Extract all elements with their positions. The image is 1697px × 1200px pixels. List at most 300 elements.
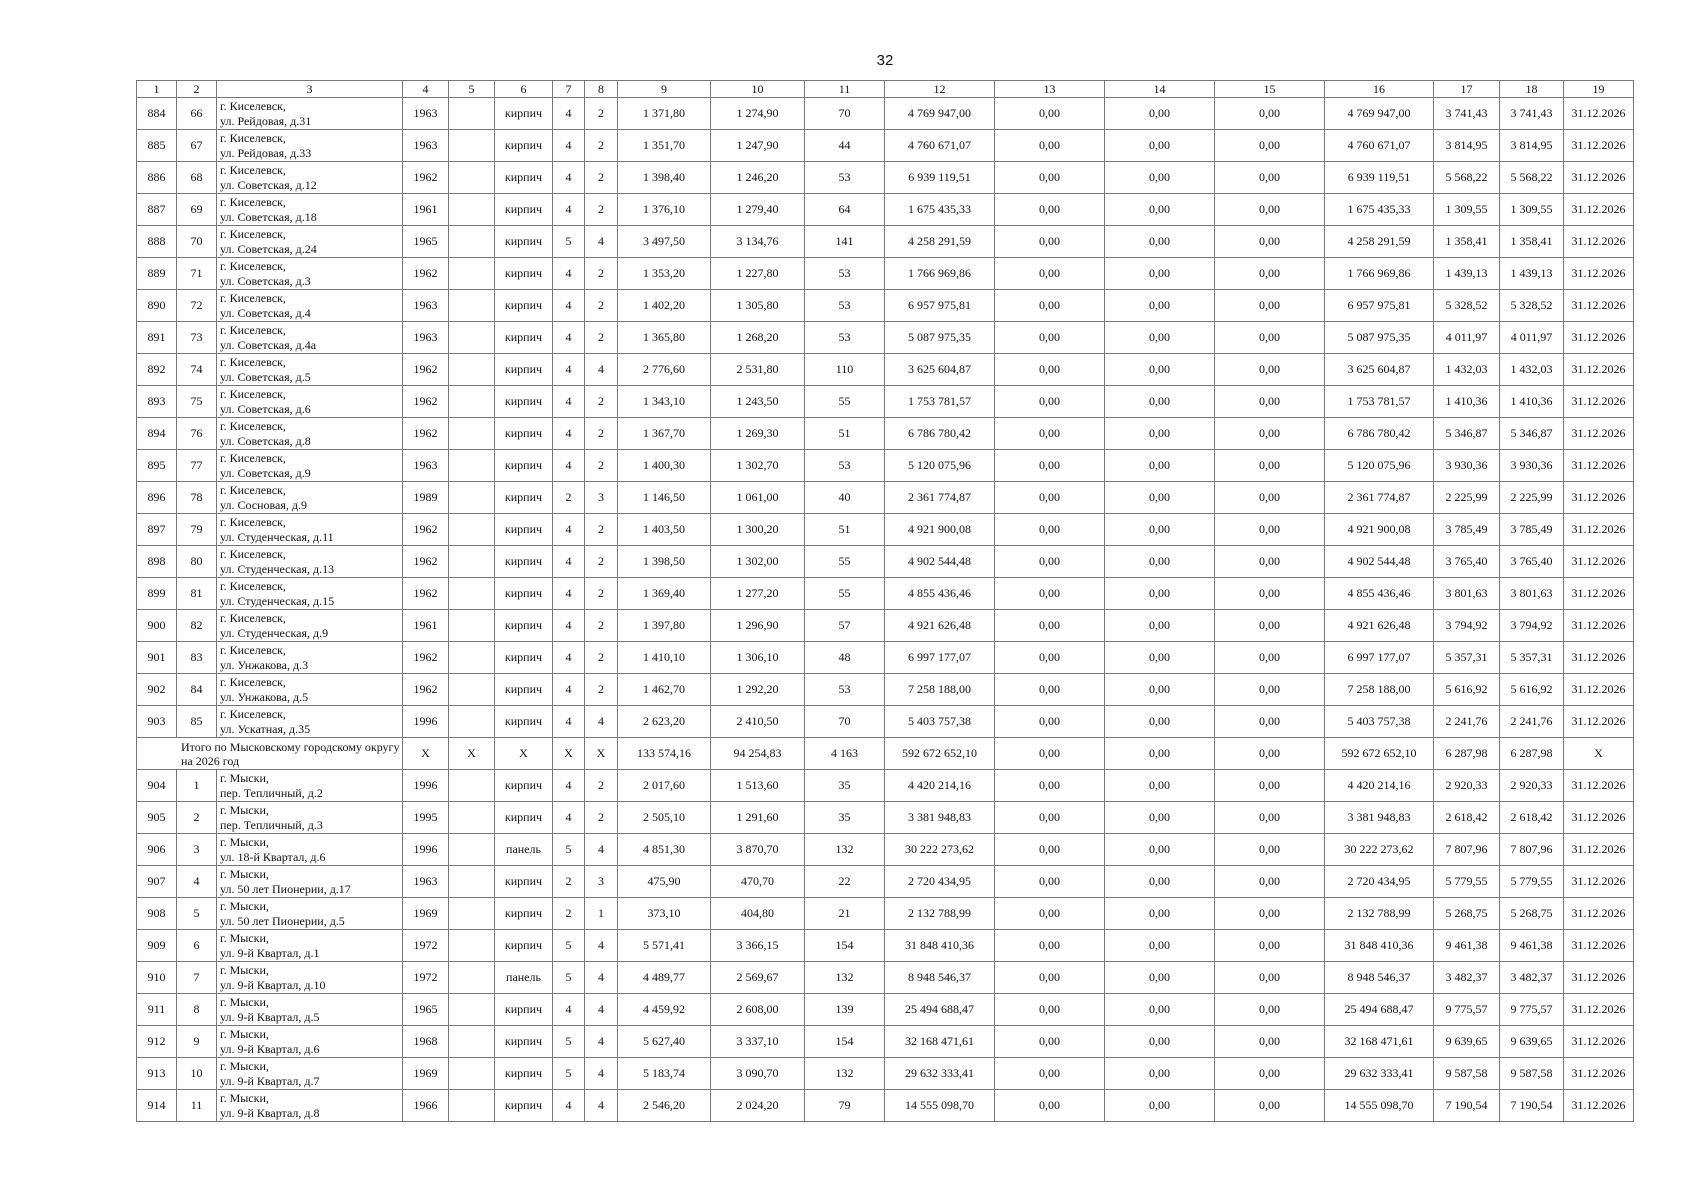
total-area: 1 146,50 xyxy=(618,482,711,514)
column-header-8: 8 xyxy=(585,81,618,98)
entrances: 4 xyxy=(585,1026,618,1058)
address-city: г. Мыски, xyxy=(220,866,269,881)
address-street: ул. 9-й Квартал, д.6 xyxy=(220,1041,320,1056)
max-unit-cost: 5 328,52 xyxy=(1500,290,1564,322)
cost-budget: 0,00 xyxy=(1105,546,1215,578)
cost-fund: 0,00 xyxy=(995,930,1105,962)
wall-material: кирпич xyxy=(495,930,553,962)
local-number: 5 xyxy=(177,898,217,930)
address-city: г. Мыски, xyxy=(220,770,269,785)
cost-fund: 0,00 xyxy=(995,546,1105,578)
wall-material: кирпич xyxy=(495,514,553,546)
residents: 51 xyxy=(805,418,885,450)
wall-material: кирпич xyxy=(495,1058,553,1090)
max-unit-cost: 5 346,87 xyxy=(1500,418,1564,450)
col-5 xyxy=(449,354,495,386)
total-cost: 2 720 434,95 xyxy=(885,866,995,898)
residents: 110 xyxy=(805,354,885,386)
total-cost: 4 902 544,48 xyxy=(885,546,995,578)
address-street: ул. Советская, д.24 xyxy=(220,241,317,256)
col-5 xyxy=(449,1026,495,1058)
table-row xyxy=(137,642,1634,674)
table-row xyxy=(137,770,1634,802)
address-street: ул. Унжакова, д.3 xyxy=(220,657,309,672)
total-area: 1 403,50 xyxy=(618,514,711,546)
col-5 xyxy=(449,930,495,962)
row-number: 897 xyxy=(137,514,177,546)
total-area: 1 397,80 xyxy=(618,610,711,642)
floors: 4 xyxy=(553,354,585,386)
table-row xyxy=(137,290,1634,322)
unit-cost: 2 618,42 xyxy=(1434,802,1500,834)
floors: 4 xyxy=(553,642,585,674)
unit-cost: 2 225,99 xyxy=(1434,482,1500,514)
address xyxy=(217,834,403,866)
row-number: 885 xyxy=(137,130,177,162)
address-city: г. Киселевск, xyxy=(220,130,286,145)
address-street: ул. Ускатная, д.35 xyxy=(220,721,311,736)
living-area: 2 569,67 xyxy=(711,962,805,994)
build-year: 1969 xyxy=(403,1058,449,1090)
address-city: г. Мыски, xyxy=(220,802,269,817)
cost-budget: 0,00 xyxy=(1105,1026,1215,1058)
residents: 22 xyxy=(805,866,885,898)
cost-fund: 0,00 xyxy=(995,322,1105,354)
cost-budget: 0,00 xyxy=(1105,578,1215,610)
cost-budget: 0,00 xyxy=(1105,354,1215,386)
unit-cost: 9 775,57 xyxy=(1434,994,1500,1026)
total-col-5: X xyxy=(449,738,495,770)
address xyxy=(217,802,403,834)
total-cost: 1 675 435,33 xyxy=(885,194,995,226)
total-cost: 32 168 471,61 xyxy=(885,1026,995,1058)
cost-other: 0,00 xyxy=(1215,418,1325,450)
cost-fund: 0,00 xyxy=(995,706,1105,738)
max-unit-cost: 2 241,76 xyxy=(1500,706,1564,738)
completion-date: 31.12.2026 xyxy=(1564,898,1634,930)
total-completion-date: X xyxy=(1564,738,1634,770)
address-street: пер. Тепличный, д.3 xyxy=(220,817,323,832)
address-city: г. Киселевск, xyxy=(220,546,286,561)
total-cost: 8 948 546,37 xyxy=(885,962,995,994)
cost-other: 0,00 xyxy=(1215,994,1325,1026)
col-5 xyxy=(449,514,495,546)
residents: 154 xyxy=(805,930,885,962)
wall-material: кирпич xyxy=(495,482,553,514)
cost-fund: 0,00 xyxy=(995,98,1105,130)
completion-date: 31.12.2026 xyxy=(1564,130,1634,162)
completion-date: 31.12.2026 xyxy=(1564,386,1634,418)
max-unit-cost: 3 785,49 xyxy=(1500,514,1564,546)
floors: 4 xyxy=(553,386,585,418)
address-city: г. Мыски, xyxy=(220,834,269,849)
cost-other: 0,00 xyxy=(1215,866,1325,898)
table-row xyxy=(137,546,1634,578)
local-number: 10 xyxy=(177,1058,217,1090)
cost-other: 0,00 xyxy=(1215,482,1325,514)
floors: 4 xyxy=(553,802,585,834)
total-area: 5 627,40 xyxy=(618,1026,711,1058)
table-row xyxy=(137,354,1634,386)
completion-date: 31.12.2026 xyxy=(1564,802,1634,834)
row-number: 891 xyxy=(137,322,177,354)
local-number: 80 xyxy=(177,546,217,578)
cost-other: 0,00 xyxy=(1215,386,1325,418)
max-unit-cost: 7 807,96 xyxy=(1500,834,1564,866)
entrances: 2 xyxy=(585,770,618,802)
completion-date: 31.12.2026 xyxy=(1564,930,1634,962)
unit-cost: 2 241,76 xyxy=(1434,706,1500,738)
cost-fund: 0,00 xyxy=(995,610,1105,642)
cost-budget: 0,00 xyxy=(1105,98,1215,130)
address xyxy=(217,482,403,514)
floors: 5 xyxy=(553,226,585,258)
cost-fund: 0,00 xyxy=(995,578,1105,610)
local-number: 1 xyxy=(177,770,217,802)
total-unit-cost: 6 287,98 xyxy=(1434,738,1500,770)
total-area: 1 371,80 xyxy=(618,98,711,130)
col-5 xyxy=(449,290,495,322)
total-cost: 2 132 788,99 xyxy=(885,898,995,930)
completion-date: 31.12.2026 xyxy=(1564,770,1634,802)
completion-date: 31.12.2026 xyxy=(1564,514,1634,546)
address-city: г. Киселевск, xyxy=(220,258,286,273)
column-header-19: 19 xyxy=(1564,81,1634,98)
col-5 xyxy=(449,770,495,802)
living-area: 1 268,20 xyxy=(711,322,805,354)
wall-material: кирпич xyxy=(495,258,553,290)
build-year: 1966 xyxy=(403,1090,449,1122)
cost-owners: 4 855 436,46 xyxy=(1325,578,1434,610)
table-row xyxy=(137,322,1634,354)
residents: 55 xyxy=(805,386,885,418)
col-5 xyxy=(449,98,495,130)
max-unit-cost: 5 268,75 xyxy=(1500,898,1564,930)
table-row xyxy=(137,1026,1634,1058)
address-street: ул. 9-й Квартал, д.10 xyxy=(220,977,326,992)
residents: 70 xyxy=(805,98,885,130)
local-number: 82 xyxy=(177,610,217,642)
address-city: г. Киселевск, xyxy=(220,482,286,497)
cost-fund: 0,00 xyxy=(995,898,1105,930)
cost-fund: 0,00 xyxy=(995,226,1105,258)
col-5 xyxy=(449,834,495,866)
max-unit-cost: 7 190,54 xyxy=(1500,1090,1564,1122)
residents: 57 xyxy=(805,610,885,642)
build-year: 1963 xyxy=(403,130,449,162)
max-unit-cost: 1 439,13 xyxy=(1500,258,1564,290)
total-area: 1 343,10 xyxy=(618,386,711,418)
address-street: ул. Унжакова, д.5 xyxy=(220,689,309,704)
cost-owners: 2 361 774,87 xyxy=(1325,482,1434,514)
row-number: 884 xyxy=(137,98,177,130)
address-street: ул. 9-й Квартал, д.5 xyxy=(220,1009,320,1024)
residents: 139 xyxy=(805,994,885,1026)
address xyxy=(217,258,403,290)
total-area: 1 398,40 xyxy=(618,162,711,194)
column-header-12: 12 xyxy=(885,81,995,98)
row-number: 892 xyxy=(137,354,177,386)
row-number: 904 xyxy=(137,770,177,802)
address-city: г. Киселевск, xyxy=(220,226,286,241)
local-number: 71 xyxy=(177,258,217,290)
address-street: ул. Студенческая, д.9 xyxy=(220,625,329,640)
cost-other: 0,00 xyxy=(1215,514,1325,546)
total-cost: 4 921 626,48 xyxy=(885,610,995,642)
build-year: 1963 xyxy=(403,450,449,482)
floors: 4 xyxy=(553,130,585,162)
max-unit-cost: 9 587,58 xyxy=(1500,1058,1564,1090)
unit-cost: 4 011,97 xyxy=(1434,322,1500,354)
cost-owners: 4 902 544,48 xyxy=(1325,546,1434,578)
build-year: 1965 xyxy=(403,994,449,1026)
cost-fund: 0,00 xyxy=(995,642,1105,674)
cost-other: 0,00 xyxy=(1215,674,1325,706)
completion-date: 31.12.2026 xyxy=(1564,578,1634,610)
completion-date: 31.12.2026 xyxy=(1564,1090,1634,1122)
floors: 5 xyxy=(553,834,585,866)
entrances: 2 xyxy=(585,546,618,578)
cost-budget: 0,00 xyxy=(1105,514,1215,546)
table-row xyxy=(137,514,1634,546)
total-cost: 6 939 119,51 xyxy=(885,162,995,194)
total-cost: 30 222 273,62 xyxy=(885,834,995,866)
address xyxy=(217,546,403,578)
completion-date: 31.12.2026 xyxy=(1564,290,1634,322)
cost-budget: 0,00 xyxy=(1105,834,1215,866)
unit-cost: 9 587,58 xyxy=(1434,1058,1500,1090)
wall-material: кирпич xyxy=(495,226,553,258)
col-5 xyxy=(449,866,495,898)
cost-budget: 0,00 xyxy=(1105,450,1215,482)
table-body xyxy=(137,81,1634,1122)
entrances: 2 xyxy=(585,450,618,482)
total-residents: 4 163 xyxy=(805,738,885,770)
cost-other: 0,00 xyxy=(1215,258,1325,290)
total-cost: 7 258 188,00 xyxy=(885,674,995,706)
wall-material: панель xyxy=(495,962,553,994)
completion-date: 31.12.2026 xyxy=(1564,194,1634,226)
max-unit-cost: 1 309,55 xyxy=(1500,194,1564,226)
cost-fund: 0,00 xyxy=(995,770,1105,802)
total-area: 1 365,80 xyxy=(618,322,711,354)
table-row xyxy=(137,226,1634,258)
build-year: 1962 xyxy=(403,386,449,418)
total-area: 2 505,10 xyxy=(618,802,711,834)
residents: 55 xyxy=(805,546,885,578)
cost-owners: 5 120 075,96 xyxy=(1325,450,1434,482)
total-area: 1 353,20 xyxy=(618,258,711,290)
floors: 4 xyxy=(553,578,585,610)
cost-owners: 1 766 969,86 xyxy=(1325,258,1434,290)
residents: 35 xyxy=(805,802,885,834)
total-floors: X xyxy=(553,738,585,770)
cost-fund: 0,00 xyxy=(995,962,1105,994)
entrances: 2 xyxy=(585,162,618,194)
address xyxy=(217,1058,403,1090)
unit-cost: 3 801,63 xyxy=(1434,578,1500,610)
total-cost: 5 120 075,96 xyxy=(885,450,995,482)
residents: 70 xyxy=(805,706,885,738)
build-year: 1972 xyxy=(403,962,449,994)
total-area: 1 410,10 xyxy=(618,642,711,674)
build-year: 1972 xyxy=(403,930,449,962)
cost-other: 0,00 xyxy=(1215,98,1325,130)
wall-material: кирпич xyxy=(495,450,553,482)
total-cost: 5 087 975,35 xyxy=(885,322,995,354)
total-area: 3 497,50 xyxy=(618,226,711,258)
address-city: г. Киселевск, xyxy=(220,706,286,721)
address xyxy=(217,290,403,322)
col-5 xyxy=(449,1058,495,1090)
cost-budget: 0,00 xyxy=(1105,194,1215,226)
living-area: 3 366,15 xyxy=(711,930,805,962)
completion-date: 31.12.2026 xyxy=(1564,994,1634,1026)
cost-owners: 4 760 671,07 xyxy=(1325,130,1434,162)
column-header-13: 13 xyxy=(995,81,1105,98)
address-street: ул. Рейдовая, д.33 xyxy=(220,145,312,160)
unit-cost: 5 568,22 xyxy=(1434,162,1500,194)
unit-cost: 3 794,92 xyxy=(1434,610,1500,642)
local-number: 85 xyxy=(177,706,217,738)
local-number: 79 xyxy=(177,514,217,546)
address-city: г. Мыски, xyxy=(220,1058,269,1073)
cost-fund: 0,00 xyxy=(995,258,1105,290)
total-living-area: 94 254,83 xyxy=(711,738,805,770)
table-row xyxy=(137,1090,1634,1122)
row-number: 913 xyxy=(137,1058,177,1090)
total-cost: 31 848 410,36 xyxy=(885,930,995,962)
table-row xyxy=(137,418,1634,450)
unit-cost: 3 482,37 xyxy=(1434,962,1500,994)
cost-other: 0,00 xyxy=(1215,770,1325,802)
address-city: г. Киселевск, xyxy=(220,354,286,369)
address xyxy=(217,642,403,674)
cost-budget: 0,00 xyxy=(1105,610,1215,642)
wall-material: панель xyxy=(495,834,553,866)
table-row xyxy=(137,98,1634,130)
total-area: 4 489,77 xyxy=(618,962,711,994)
floors: 4 xyxy=(553,162,585,194)
row-number: 908 xyxy=(137,898,177,930)
build-year: 1961 xyxy=(403,610,449,642)
total-cost-other: 0,00 xyxy=(1215,738,1325,770)
col-5 xyxy=(449,322,495,354)
total-row xyxy=(137,738,1634,770)
cost-other: 0,00 xyxy=(1215,226,1325,258)
build-year: 1996 xyxy=(403,770,449,802)
address-street: ул. Студенческая, д.13 xyxy=(220,561,335,576)
col-5 xyxy=(449,194,495,226)
col-5 xyxy=(449,162,495,194)
cost-owners: 1 675 435,33 xyxy=(1325,194,1434,226)
build-year: 1962 xyxy=(403,578,449,610)
build-year: 1963 xyxy=(403,866,449,898)
build-year: 1996 xyxy=(403,834,449,866)
total-cost: 3 381 948,83 xyxy=(885,802,995,834)
cost-fund: 0,00 xyxy=(995,194,1105,226)
total-total-cost: 592 672 652,10 xyxy=(885,738,995,770)
max-unit-cost: 3 765,40 xyxy=(1500,546,1564,578)
total-cost: 1 753 781,57 xyxy=(885,386,995,418)
completion-date: 31.12.2026 xyxy=(1564,450,1634,482)
local-number: 9 xyxy=(177,1026,217,1058)
local-number: 6 xyxy=(177,930,217,962)
cost-other: 0,00 xyxy=(1215,354,1325,386)
address-street: ул. Рейдовая, д.31 xyxy=(220,113,312,128)
address-city: г. Киселевск, xyxy=(220,290,286,305)
address xyxy=(217,130,403,162)
total-cost-fund: 0,00 xyxy=(995,738,1105,770)
residents: 55 xyxy=(805,578,885,610)
local-number: 66 xyxy=(177,98,217,130)
build-year: 1962 xyxy=(403,642,449,674)
build-year: 1962 xyxy=(403,258,449,290)
local-number: 77 xyxy=(177,450,217,482)
entrances: 2 xyxy=(585,98,618,130)
cost-owners: 2 720 434,95 xyxy=(1325,866,1434,898)
address-city: г. Киселевск, xyxy=(220,162,286,177)
row-number: 903 xyxy=(137,706,177,738)
row-number: 886 xyxy=(137,162,177,194)
local-number: 73 xyxy=(177,322,217,354)
living-area: 2 410,50 xyxy=(711,706,805,738)
living-area: 1 300,20 xyxy=(711,514,805,546)
max-unit-cost: 3 794,92 xyxy=(1500,610,1564,642)
unit-cost: 3 741,43 xyxy=(1434,98,1500,130)
build-year: 1963 xyxy=(403,290,449,322)
total-cost-budget: 0,00 xyxy=(1105,738,1215,770)
column-header-14: 14 xyxy=(1105,81,1215,98)
living-area: 470,70 xyxy=(711,866,805,898)
col-5 xyxy=(449,610,495,642)
residents: 44 xyxy=(805,130,885,162)
table-row xyxy=(137,482,1634,514)
address xyxy=(217,354,403,386)
wall-material: кирпич xyxy=(495,770,553,802)
table-row xyxy=(137,450,1634,482)
address-city: г. Киселевск, xyxy=(220,322,286,337)
table-row xyxy=(137,610,1634,642)
table-row xyxy=(137,898,1634,930)
residents: 53 xyxy=(805,290,885,322)
residents: 40 xyxy=(805,482,885,514)
cost-other: 0,00 xyxy=(1215,194,1325,226)
table-row xyxy=(137,962,1634,994)
col-5 xyxy=(449,130,495,162)
local-number: 2 xyxy=(177,802,217,834)
col-5 xyxy=(449,994,495,1026)
cost-owners: 5 403 757,38 xyxy=(1325,706,1434,738)
entrances: 2 xyxy=(585,674,618,706)
wall-material: кирпич xyxy=(495,290,553,322)
total-cost: 6 997 177,07 xyxy=(885,642,995,674)
unit-cost: 3 765,40 xyxy=(1434,546,1500,578)
floors: 5 xyxy=(553,930,585,962)
table-row xyxy=(137,930,1634,962)
cost-other: 0,00 xyxy=(1215,1058,1325,1090)
unit-cost: 5 357,31 xyxy=(1434,642,1500,674)
address-city: г. Киселевск, xyxy=(220,450,286,465)
living-area: 1 291,60 xyxy=(711,802,805,834)
col-5 xyxy=(449,482,495,514)
address-city: г. Мыски, xyxy=(220,930,269,945)
address xyxy=(217,994,403,1026)
residents: 64 xyxy=(805,194,885,226)
entrances: 4 xyxy=(585,706,618,738)
build-year: 1995 xyxy=(403,802,449,834)
address-city: г. Киселевск, xyxy=(220,642,286,657)
